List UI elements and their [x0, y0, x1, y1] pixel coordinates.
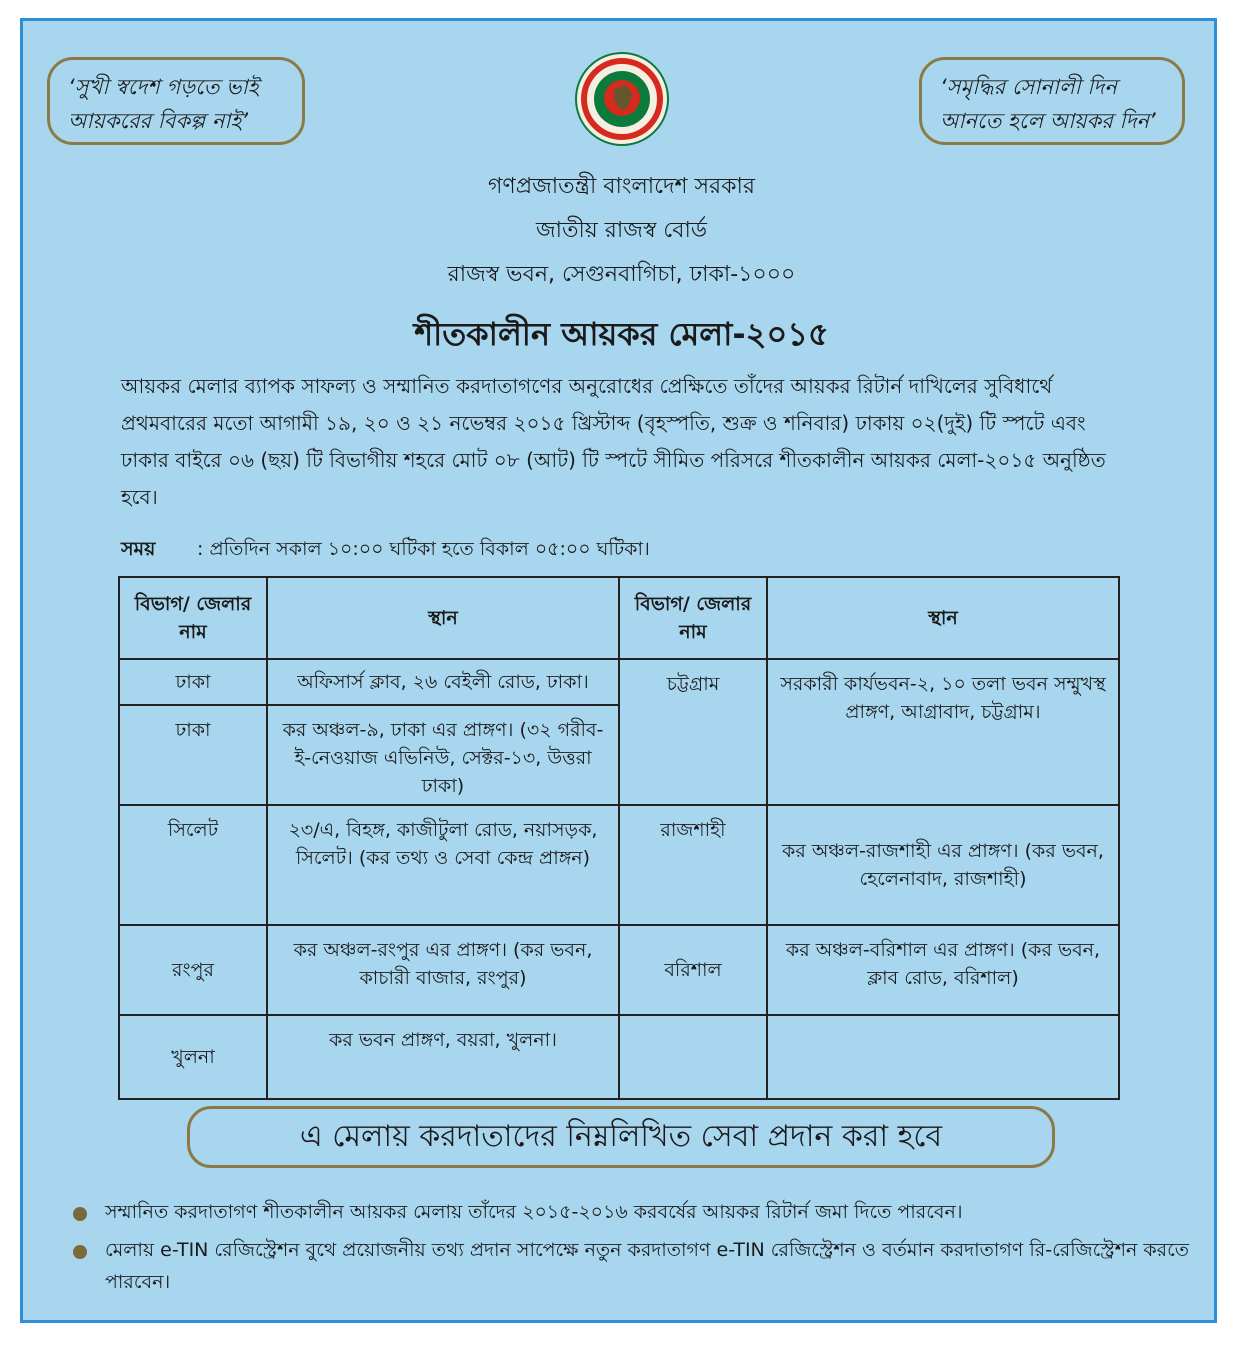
table-header-row [119, 577, 1119, 659]
page-title: শীতকালীন আয়কর মেলা-২০১৫ [414, 315, 829, 353]
notice-frame [20, 18, 1217, 1323]
place-sylhet: ২৩/এ, বিহঙ্গ, কাজীটুলা রোড, নয়াসড়ক, সিলেট। (কর তথ্য ও সেবা কেন্দ্র প্রাঙ্গন) [267, 805, 619, 925]
table-row [119, 1015, 1119, 1099]
government-seal-icon [574, 51, 670, 147]
empty-cell [767, 1015, 1119, 1099]
slogan-left-line-1: ‘সুখী স্বদেশ গড়তে ভাই [68, 75, 259, 99]
place-rangpur: কর অঞ্চল-রংপুর এর প্রাঙ্গণ। (কর ভবন, কাচারী বাজার, রংপুর) [267, 925, 619, 1015]
table-row [119, 925, 1119, 1015]
table-row [119, 659, 1119, 705]
slogan-right-line-2: আনতে হলে আয়কর দিন’ [940, 109, 1156, 133]
slogan-left [47, 57, 305, 145]
time-value: : প্রতিদিন সকাল ১০:০০ ঘটিকা হতে বিকাল ০৫:০০ ঘটিকা। [197, 538, 650, 560]
district-dhaka-1: ঢাকা [119, 659, 267, 705]
col-header-place-2: স্থান [767, 577, 1119, 659]
place-barishal: কর অঞ্চল-বরিশাল এর প্রাঙ্গণ। (কর ভবন, ক্লাব রোড, বরিশাল) [767, 925, 1119, 1015]
district-rajshahi: রাজশাহী [619, 805, 767, 925]
district-rangpur: রংপুর [119, 925, 267, 1015]
services-list [69, 1196, 1189, 1304]
empty-cell [619, 1015, 767, 1099]
bullet-text: মেলায় e-TIN রেজিস্ট্রেশন বুথে প্রয়োজনীয় তথ্য প্রদান সাপেক্ষে নতুন করদাতাগণ e-TIN রেজিস্ট্রেশন ও বর্তমান করদাতাগণ রি-রেজিস্ট্রেশন করতে পারবেন। [105, 1239, 1189, 1293]
venue-table [118, 576, 1120, 1100]
col-header-district-1: বিভাগ/ জেলার নাম [119, 577, 267, 659]
col-header-district-2: বিভাগ/ জেলার নাম [619, 577, 767, 659]
district-khulna: খুলনা [119, 1015, 267, 1099]
col-header-place-1: স্থান [267, 577, 619, 659]
district-chattogram: চট্টগ্রাম [619, 659, 767, 805]
table-row [119, 805, 1119, 925]
slogan-right [919, 57, 1185, 145]
place-rajshahi: কর অঞ্চল-রাজশাহী এর প্রাঙ্গণ। (কর ভবন, হেলেনাবাদ, রাজশাহী) [767, 805, 1119, 925]
bullet-dot-icon [73, 1207, 87, 1221]
intro-paragraph: আয়কর মেলার ব্যাপক সাফল্য ও সম্মানিত করদাতাগণের অনুরোধের প্রেক্ষিতে তাঁদের আয়কর রিটার্ন দাখিলের সুবিধার্থে প্রথমবারের মতো আগামী ১৯, ২০ ও ২১ নভেম্বর ২০১৫ খ্রিস্টাব্দ (বৃহস্পতি, শুক্র ও শনিবার) ঢাকায় ০২(দুই) টি স্পটে এবং ঢাকার বাইরে ০৬ (ছয়) টি বিভাগীয় শহরে মোট ০৮ (আট) টি স্পটে সীমিত পরিসরে শীতকালীন আয়কর মেলা-২০১৫ অনুষ্ঠিত হবে। [121, 374, 1106, 509]
place-dhaka-2: কর অঞ্চল-৯, ঢাকা এর প্রাঙ্গণ। (৩২ গরীব-ই-নেওয়াজ এভিনিউ, সেক্টর-১৩, উত্তরা ঢাকা) [267, 705, 619, 805]
board-address: রাজস্ব ভবন, সেগুনবাগিচা, ঢাকা-১০০০ [447, 262, 796, 287]
district-dhaka-2: ঢাকা [119, 705, 267, 805]
time-label: সময় [121, 538, 156, 560]
bullet-dot-icon [73, 1245, 87, 1259]
slogan-right-line-1: ‘সমৃদ্ধির সোনালী দিন [940, 75, 1117, 99]
district-sylhet: সিলেট [119, 805, 267, 925]
time-row [121, 535, 650, 567]
government-name: গণপ্রজাতন্ত্রী বাংলাদেশ সরকার [487, 174, 756, 199]
place-dhaka-1: অফিসার্স ক্লাব, ২৬ বেইলী রোড, ঢাকা। [267, 659, 619, 705]
district-barishal: বরিশাল [619, 925, 767, 1015]
bullet-text: সম্মানিত করদাতাগণ শীতকালীন আয়কর মেলায় তাঁদের ২০১৫-২০১৬ করবর্ষের আয়কর রিটার্ন জমা দিতে পারবেন। [105, 1201, 963, 1223]
list-item [69, 1234, 1189, 1298]
list-item [69, 1196, 1189, 1228]
services-heading: এ মেলায় করদাতাদের নিম্নলিখিত সেবা প্রদান করা হবে [187, 1106, 1055, 1168]
place-khulna: কর ভবন প্রাঙ্গণ, বয়রা, খুলনা। [267, 1015, 619, 1099]
place-chattogram: সরকারী কার্যভবন-২, ১০ তলা ভবন সম্মুখস্থ প্রাঙ্গণ, আগ্রাবাদ, চট্টগ্রাম। [767, 659, 1119, 805]
board-name: জাতীয় রাজস্ব বোর্ড [535, 218, 708, 243]
slogan-left-line-2: আয়করের বিকল্প নাই’ [68, 109, 249, 133]
